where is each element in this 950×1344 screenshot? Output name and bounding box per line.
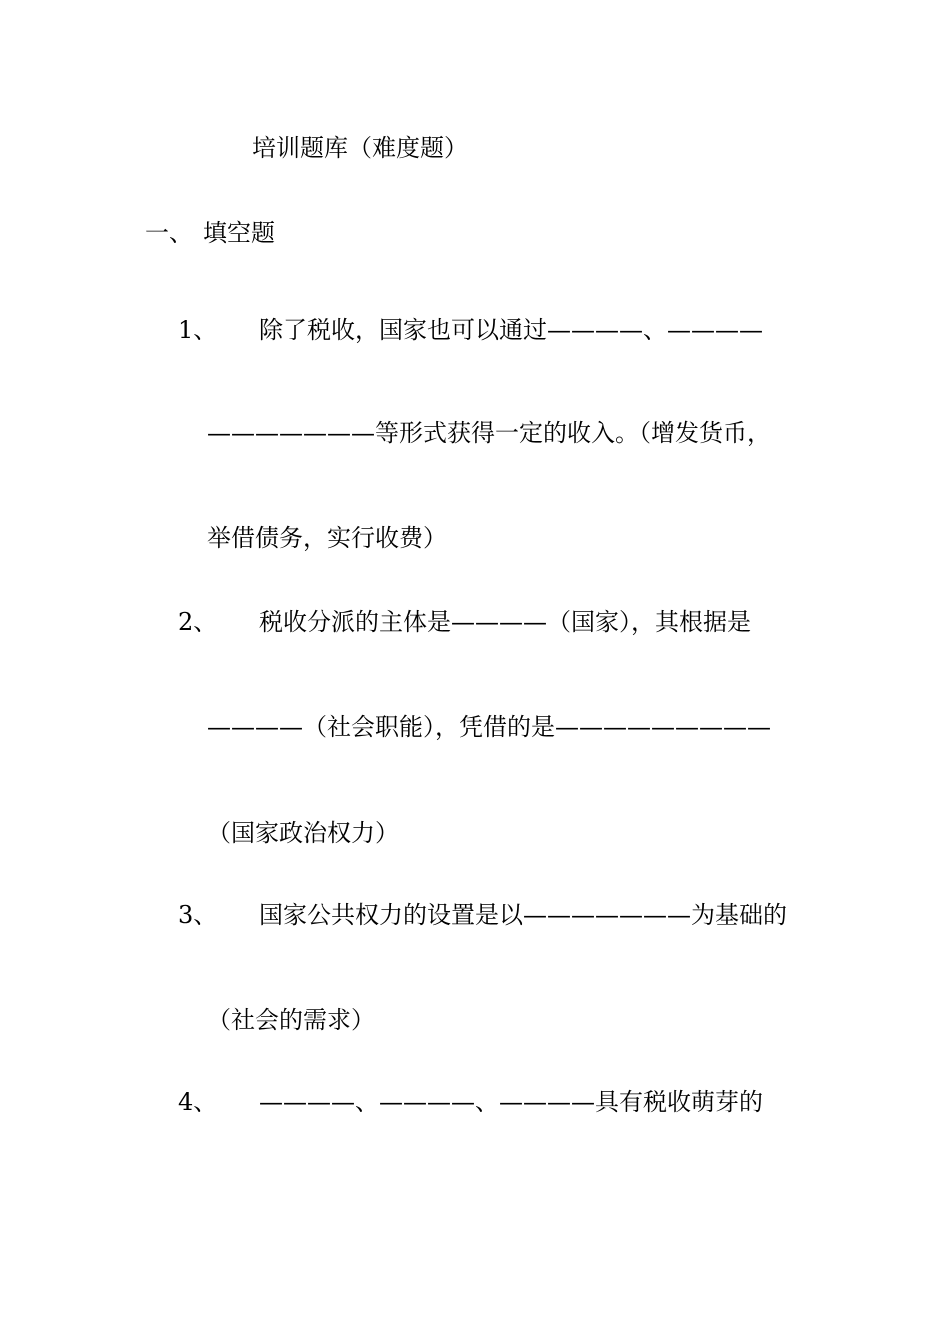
question-3-line-1: 国家公共权力的设置是以———————为基础的 bbox=[259, 901, 787, 929]
question-4-line-1: ————、————、————具有税收萌芽的 bbox=[259, 1088, 763, 1116]
question-4-number: 4、 bbox=[178, 1088, 218, 1116]
section-heading bbox=[145, 218, 275, 248]
question-3-number: 3、 bbox=[178, 901, 218, 929]
section-number: 一、 bbox=[145, 219, 193, 247]
question-1-line-2: ———————等形式获得一定的收入。（增发货币， bbox=[207, 419, 771, 447]
document-title: 培训题库（难度题） bbox=[252, 134, 468, 162]
question-2-number: 2、 bbox=[178, 608, 218, 636]
question-2-line-3: （国家政治权力） bbox=[207, 819, 399, 847]
question-3-line-2: （社会的需求） bbox=[207, 1006, 375, 1034]
question-1-number: 1、 bbox=[178, 316, 218, 344]
section-title: 填空题 bbox=[203, 219, 275, 247]
question-2-line-1: 税收分派的主体是————（国家），其根据是 bbox=[259, 608, 751, 636]
question-1-line-1: 除了税收，国家也可以通过————、———— bbox=[259, 316, 763, 344]
question-1-line-3: 举借债务，实行收费） bbox=[207, 524, 447, 552]
question-2-line-2: ————（社会职能），凭借的是————————— bbox=[207, 713, 771, 741]
